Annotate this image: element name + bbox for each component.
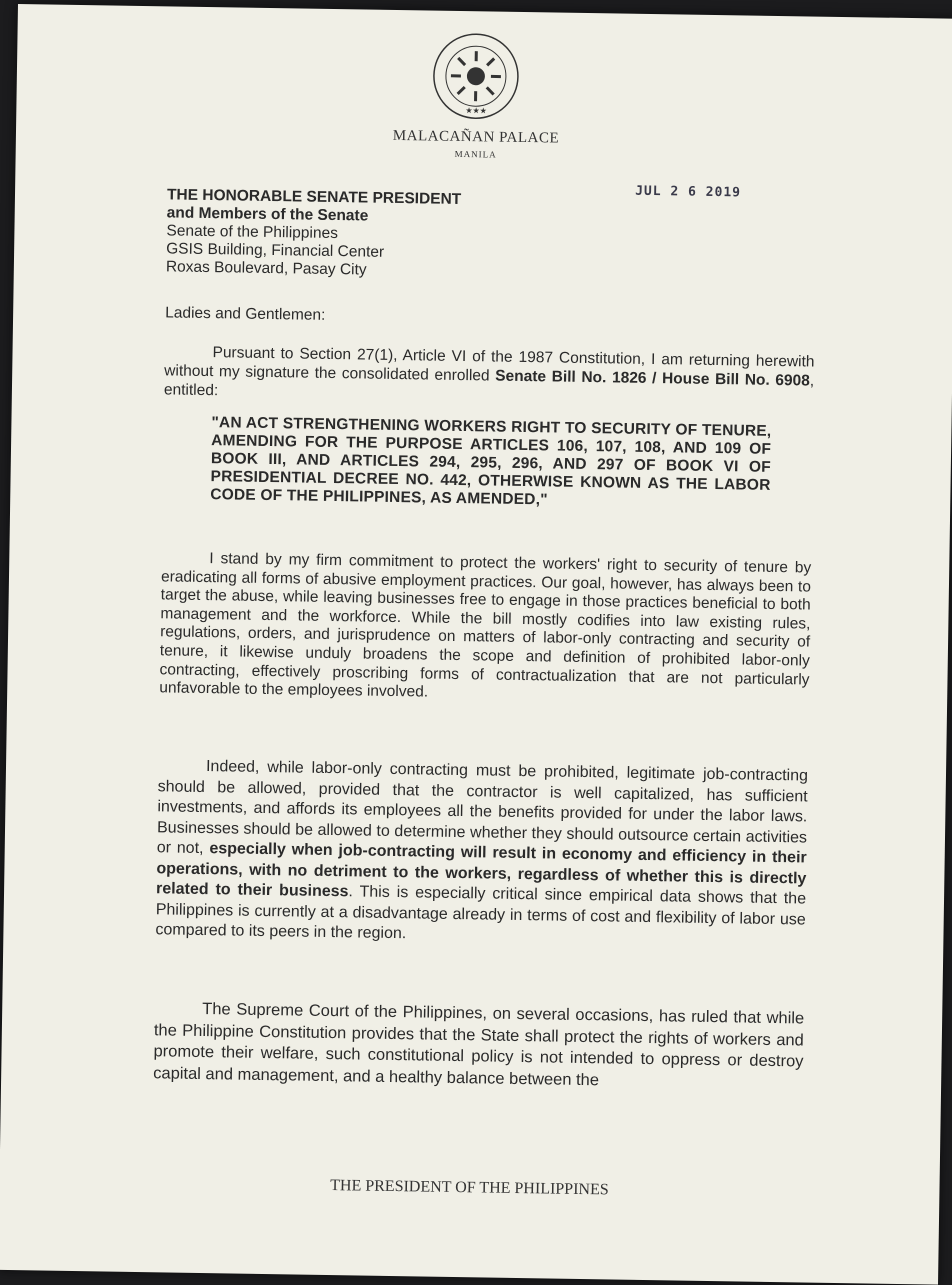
page-footer: THE PRESIDENT OF THE PHILIPPINES (149, 1174, 789, 1202)
paragraph-3-text-c: . This is especially critical since empirical data shows that the Philippines is currently at a disadvantage already in terms of cost and flexibility of labor use compared to its peers in the region. (155, 883, 806, 942)
addressee-block (166, 186, 462, 281)
paragraph-3-text-a: Indeed, while labor-only contracting must be prohibited, legitimate job-contracting should be allowed, provided that the contractor is well capitalized, has sufficient investments, and affords its employees all the benefits provided for under the labor laws. Businesses should be allowed to determine whether they should outsource certain activities or not, (157, 758, 808, 857)
addressee-line-1: THE HONORABLE SENATE PRESIDENT (167, 186, 461, 209)
paragraph-1-text-a: Pursuant to Section 27(1), Article VI of the 1987 Constitution, I am returning herewith without my signature the consolidated enrolled (164, 344, 814, 384)
svg-text:★★★: ★★★ (465, 106, 487, 115)
paragraph-1-text-c: , entitled: (164, 372, 814, 399)
paragraph-2: I stand by my firm commitment to protect the workers' right to security of tenure by eradicating all forms of abusive employment practices. Our goal, however, has always been to target the abuse, while leaving businesses free to engage in those practices beneficial to both management and the workforce. While the bill mostly codifies into law existing rules, regulations, orders, and jurisprudence on matters of labor-only contracting and security of tenure, it likewise unduly broadens the scope and definition of prohibited labor-only contracting, effectively proscribing forms of contractualization that are not particularly unfavorable to the employees involved. (159, 549, 811, 708)
paragraph-3-emphasis: especially when job-contracting will result in economy and efficiency in their operations, with no detriment to the workers, regardless of whether this is directly related to their business (156, 840, 807, 900)
addressee-line-3: Senate of the Philippines (166, 222, 460, 245)
paragraph-3 (155, 756, 808, 951)
paragraph-1 (164, 342, 815, 409)
palace-name: MALACAÑAN PALACE (316, 127, 636, 149)
bill-number: Senate Bill No. 1826 / House Bill No. 6908 (495, 368, 810, 390)
salutation: Ladies and Gentlemen: (165, 303, 815, 332)
addressee-line-2: and Members of the Senate (167, 204, 461, 227)
palace-city: MANILA (316, 147, 636, 162)
paragraph-4: The Supreme Court of the Philippines, on several occasions, has ruled that while the Philippine Constitution provides that the State shall protect the rights of workers and promote their welfare, such constitutional policy is not intended to oppress or destroy capital and management, and a healthy balance between the (153, 998, 804, 1094)
addressee-line-5: Roxas Boulevard, Pasay City (166, 258, 460, 281)
addressee-line-4: GSIS Building, Financial Center (166, 240, 460, 263)
letter-page (0, 4, 952, 1285)
date-stamp: JUL 2 6 2019 (635, 184, 741, 201)
presidential-seal-icon (430, 31, 521, 122)
bill-title: "AN ACT STRENGTHENING WORKERS RIGHT TO SECURITY OF TENURE, AMENDING FOR THE PURPOSE ARTICLES 106, 107, 108, AND 109 OF BOOK III, AND ARTICLES 294, 295, 296, AND 297 OF BOOK VI OF PRESIDENTIAL DECREE NO. 442, OTHERWISE KNOWN AS THE LABOR CODE OF THE PHILIPPINES, AS AMENDED," (210, 414, 771, 513)
